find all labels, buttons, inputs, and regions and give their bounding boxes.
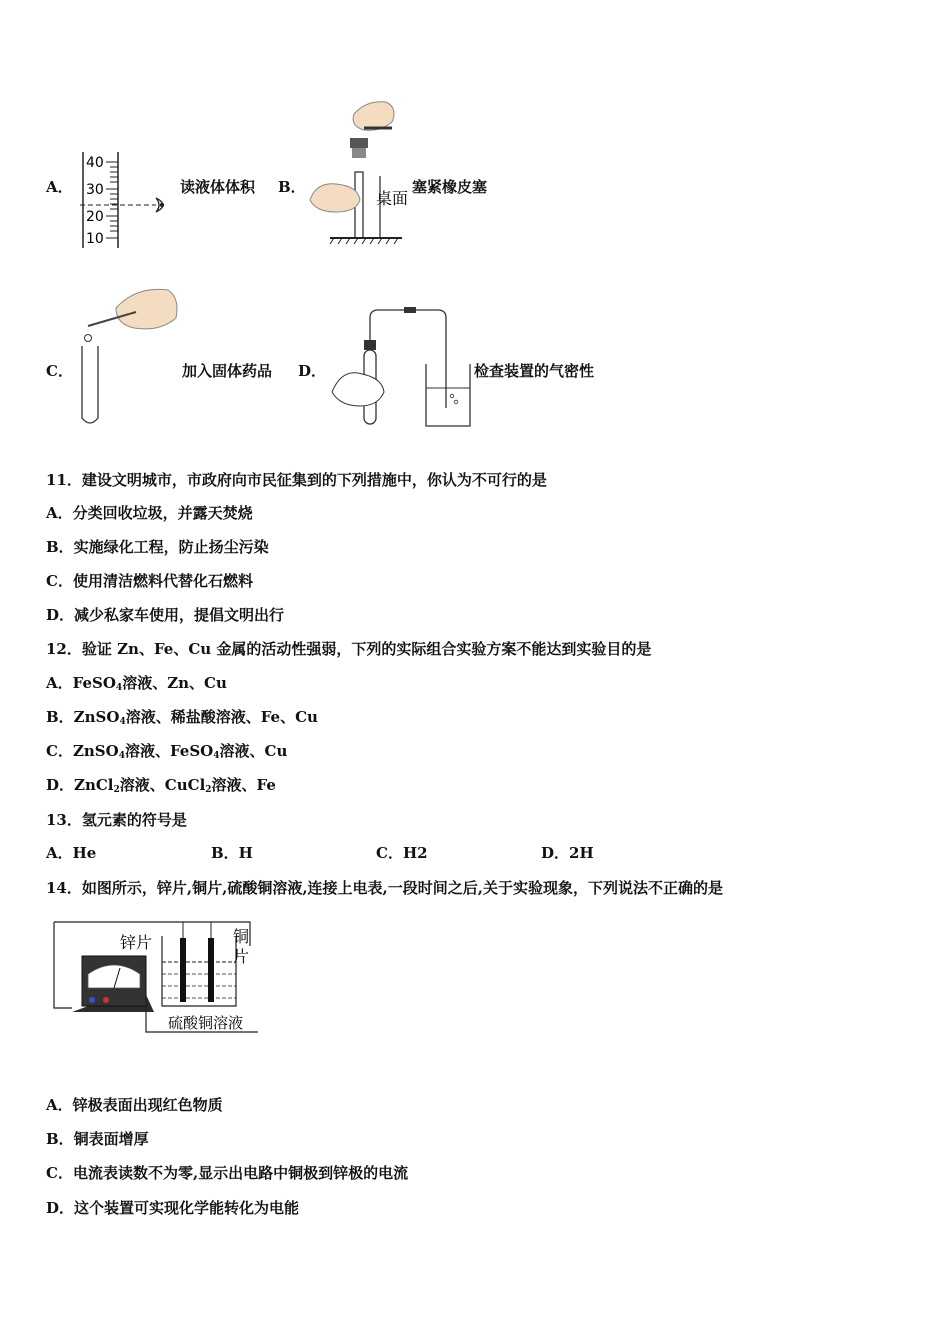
q11-option-b: B．实施绿化工程，防止扬尘污染: [46, 538, 269, 556]
copper-label-1: 铜: [233, 927, 250, 946]
q13-option-d: D．2H: [541, 844, 594, 862]
q13-stem: 13．氢元素的符号是: [46, 811, 187, 829]
q14-option-c: C．电流表读数不为零,显示出电路中铜极到锌极的电流: [46, 1164, 409, 1182]
scale-tick-20: 20: [86, 209, 104, 225]
airtightness-check-figure: [326, 302, 476, 432]
lower-hand-icon: [310, 184, 360, 212]
galvanic-cell-figure: [50, 916, 262, 1036]
zinc-plate: [180, 938, 186, 1002]
q14-stem: 14．如图所示，锌片,铜片,硫酸铜溶液,连接上电表,一段时间之后,关于实验现象，下列说法不正确的是: [46, 879, 723, 897]
q11-stem: 11．建设文明城市，市政府向市民征集到的下列措施中，你认为不可行的是: [46, 471, 547, 489]
copper-label-2: 片: [233, 947, 250, 966]
option-b-caption: 塞紧橡皮塞: [412, 178, 488, 196]
hand-icon: [116, 289, 177, 329]
test-tube-icon: [82, 346, 98, 423]
upper-hand-icon: [353, 102, 394, 131]
q12-option-b: B．ZnSO$_4$溶液、稀盐酸溶液、Fe、Cu: [46, 708, 318, 727]
option-d-caption: 检查装置的气密性: [474, 362, 595, 380]
q13-option-b: B．H: [211, 844, 253, 862]
option-c-caption: 加入固体药品: [182, 362, 273, 380]
option-d-letter: D．: [298, 362, 327, 380]
desk-label: 桌面: [376, 189, 409, 208]
zinc-label: 锌片: [120, 933, 153, 952]
q14-option-d: D．这个装置可实现化学能转化为电能: [46, 1199, 300, 1217]
q11-option-d: D．减少私家车使用，提倡文明出行: [46, 606, 285, 624]
q12-stem: 12．验证 Zn、Fe、Cu 金属的活动性强弱，下列的实际组合实验方案不能达到实验目的是: [46, 640, 652, 658]
scale-tick-10: 10: [86, 231, 104, 247]
q12-option-d: D．ZnCl$_2$溶液、CuCl$_2$溶液、Fe: [46, 776, 276, 795]
q12-option-c: C．ZnSO$_4$溶液、FeSO$_4$溶液、Cu: [46, 742, 288, 761]
q13-option-a: A．He: [46, 844, 97, 862]
option-a-letter: A．: [46, 178, 73, 196]
solution-label: 硫酸铜溶液: [168, 1014, 244, 1032]
q14-option-a: A．锌极表面出现红色物质: [46, 1096, 223, 1114]
option-a-caption: 读液体体积: [180, 178, 256, 196]
q11-option-c: C．使用清洁燃料代替化石燃料: [46, 572, 253, 590]
scale-tick-30: 30: [86, 182, 104, 198]
test-tube-stopper-figure: [306, 96, 416, 250]
option-b-letter: B．: [278, 178, 306, 196]
graduated-cylinder-reading-figure: [76, 148, 180, 252]
copper-plate: [208, 938, 214, 1002]
q12-option-a: A．FeSO$_4$溶液、Zn、Cu: [46, 674, 227, 693]
scale-tick-40: 40: [86, 155, 104, 171]
option-c-letter: C．: [46, 362, 73, 380]
add-solid-reagent-figure: [76, 282, 180, 430]
q13-option-c: C．H2: [376, 844, 428, 862]
q11-option-a: A．分类回收垃圾，并露天焚烧: [46, 504, 253, 522]
q14-option-b: B．铜表面增厚: [46, 1130, 149, 1148]
beaker-icon: [162, 936, 236, 1006]
beaker-icon: [426, 364, 470, 426]
